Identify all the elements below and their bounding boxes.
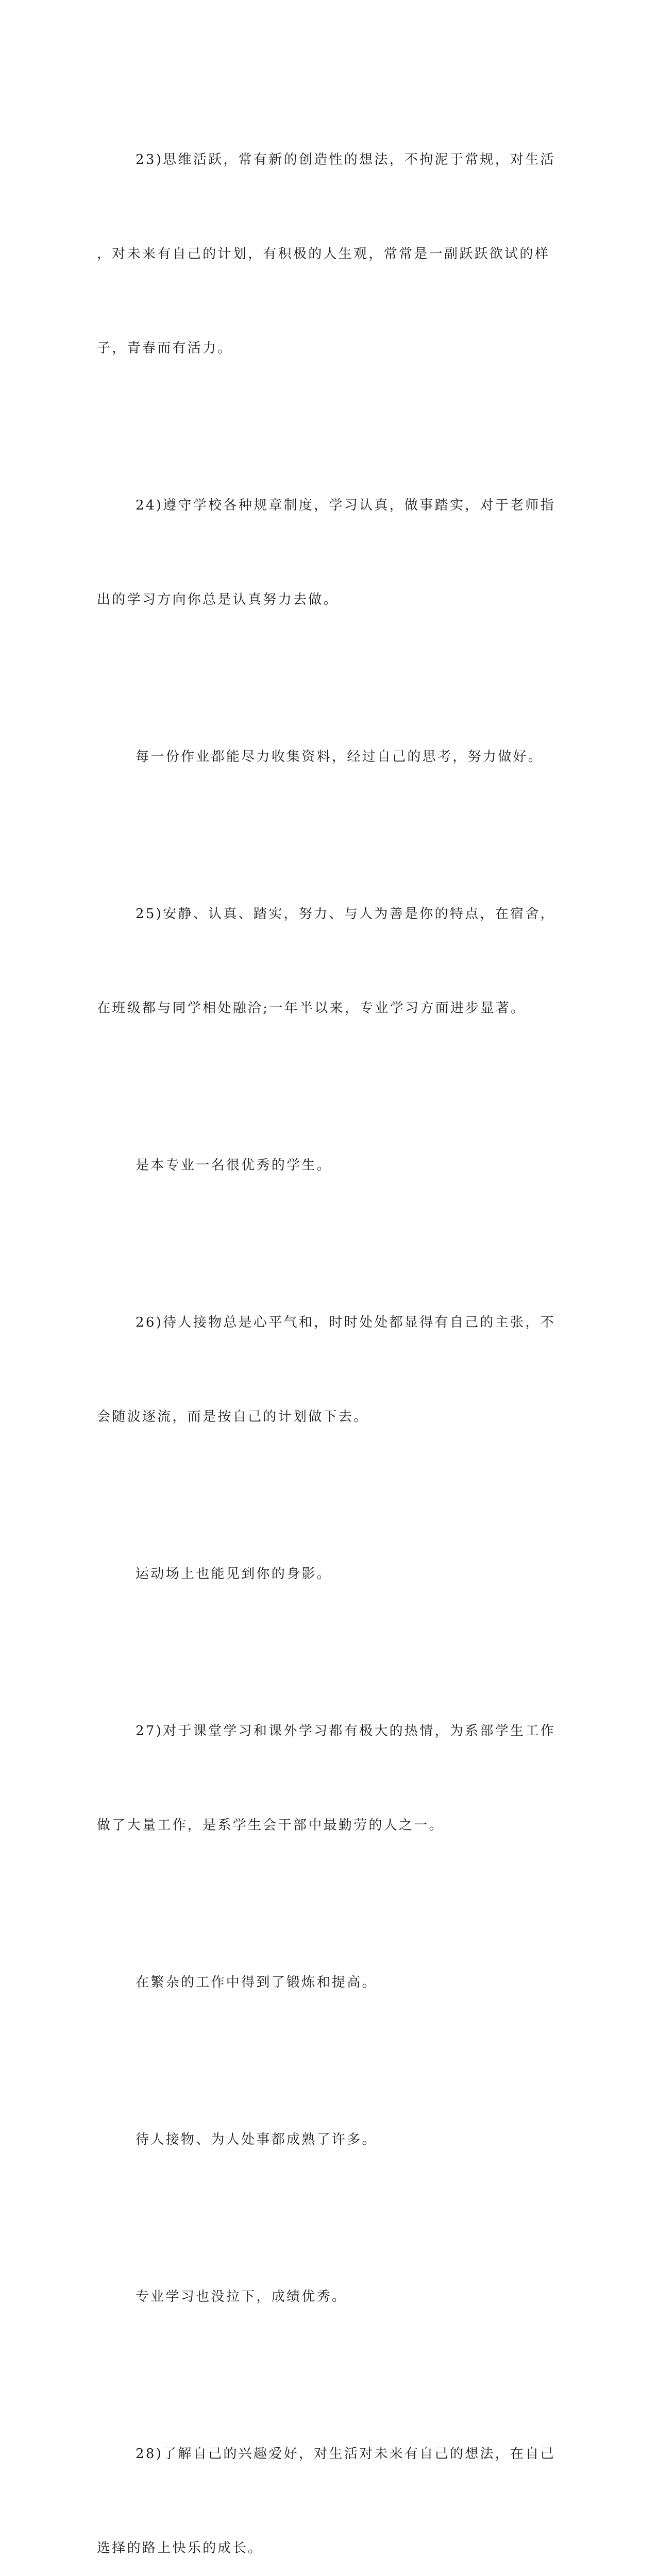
paragraph-item-27-cont-2	[97, 2061, 550, 2218]
paragraph-line: ，对未来有自己的计划，有积极的人生观，常常是一副跃跃欲试的样	[97, 246, 550, 262]
paragraph-item-28	[97, 2376, 555, 2576]
paragraph-line: 在繁杂的工作中得到了锻炼和提高。	[136, 1975, 377, 1990]
paragraph-line: 运动场上也能见到你的身影。	[136, 1566, 332, 1582]
paragraph-line: 专业学习也没拉下，成绩优秀。	[136, 2289, 347, 2304]
paragraph-line: 在班级都与同学相处融洽;一年半以来，专业学习方面进步显著。	[97, 1001, 526, 1016]
paragraph-item-25	[97, 836, 555, 1087]
paragraph-item-24	[97, 427, 555, 679]
paragraph-item-27-cont-3	[97, 2218, 550, 2376]
paragraph-line: 23)思维活跃，常有新的创造性的想法，不拘泥于常规，对生活	[136, 152, 555, 167]
paragraph-item-27	[97, 1653, 555, 1904]
paragraph-line: 子，青春而有活力。	[97, 341, 233, 356]
paragraph-line: 26)待人接物总是心平气和，时时处处都显得有自己的主张，不	[136, 1315, 555, 1330]
paragraph-item-27-cont-1	[97, 1904, 550, 2061]
paragraph-line: 出的学习方向你总是认真努力去做。	[97, 592, 339, 607]
paragraph-line: 做了大量工作，是系学生会干部中最勤劳的人之一。	[97, 1818, 444, 1833]
paragraph-line: 会随波逐流，而是按自己的计划做下去。	[97, 1409, 369, 1425]
paragraph-item-25-cont	[97, 1087, 550, 1244]
paragraph-line: 选择的路上快乐的成长。	[97, 2540, 263, 2556]
paragraph-item-23	[97, 81, 555, 427]
paragraph-line: 25)安静、认真、踏实，努力、与人为善是你的特点，在宿舍，	[136, 906, 555, 922]
document-body	[97, 81, 555, 2576]
paragraph-line: 24)遵守学校各种规章制度，学习认真，做事踏实，对于老师指	[136, 498, 555, 513]
paragraph-line: 每一份作业都能尽力收集资料，经过自己的思考，努力做好。	[136, 749, 544, 765]
paragraph-line: 是本专业一名很优秀的学生。	[136, 1158, 332, 1173]
paragraph-item-26-cont	[97, 1496, 550, 1653]
paragraph-item-26	[97, 1244, 555, 1496]
paragraph-line: 待人接物、为人处事都成熟了许多。	[136, 2132, 377, 2147]
paragraph-line: 28)了解自己的兴趣爱好，对生活对未来有自己的想法，在自己	[136, 2446, 555, 2462]
paragraph-line: 27)对于课堂学习和课外学习都有极大的热情，为系部学生工作	[136, 1723, 555, 1739]
paragraph-item-24-cont	[97, 679, 550, 836]
